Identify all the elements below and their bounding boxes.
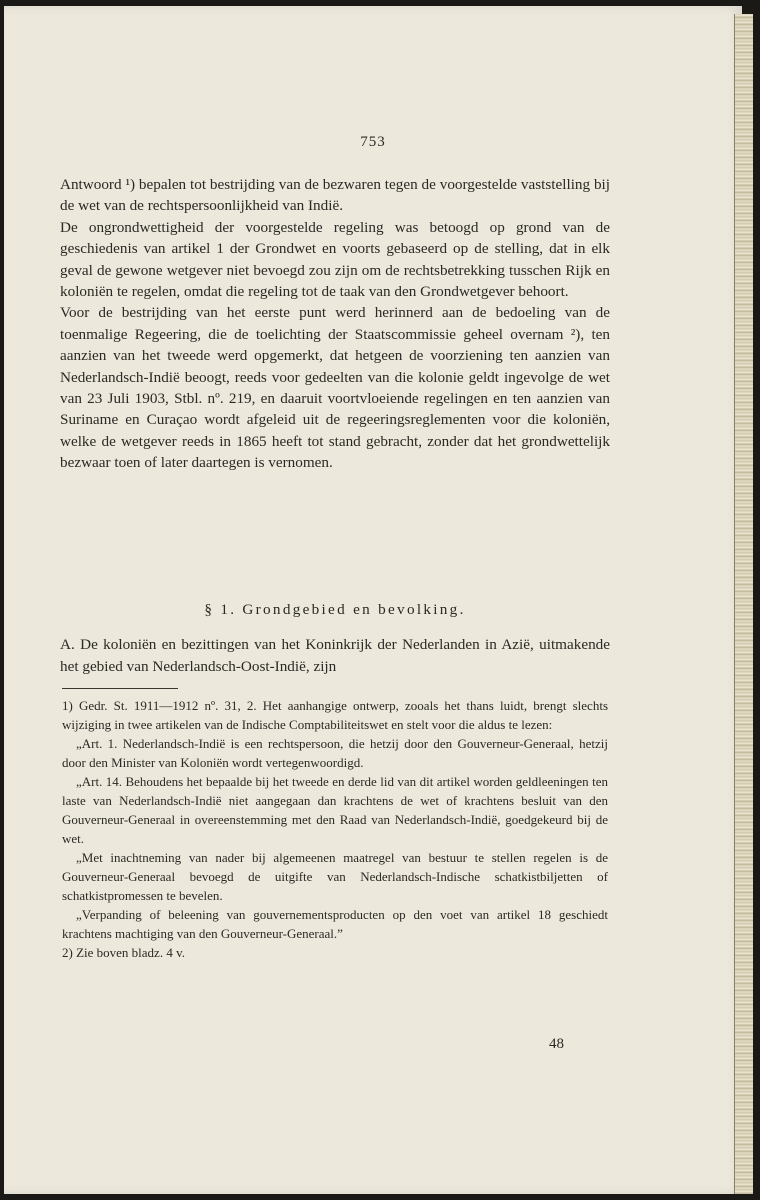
footnote-quote-art14: „Art. 14. Behoudens het bepaalde bij het tweede en derde lid van dit artikel worden geldleeningen ten laste van Nederlandsch-Indië niet aangegaan dan krachtens de wet of krachtens besluit van den Gouverneur-Generaal in overeenstemming met den Raad van Nederlandsch-Indië, goedgekeurd bij de wet. [62, 774, 608, 846]
footnotes [62, 696, 608, 962]
page-edge [734, 14, 753, 1194]
main-text [60, 174, 610, 474]
footnote-quote-art1: „Art. 1. Nederlandsch-Indië is een rechtspersoon, die hetzij door den Gouverneur-Generaal, hetzij door den Minister van Koloniën wordt vertegenwoordigd. [62, 736, 608, 770]
footnote-quote-verpanding: „Verpanding of beleening van gouvernementsproducten op den voet van artikel 18 geschiedt krachtens machtiging van den Gouverneur-Generaal.” [62, 907, 608, 941]
footnote-1: 1) Gedr. St. 1911—1912 nº. 31, 2. Het aanhangige ontwerp, zooals het thans luidt, brengt slechts wijziging in twee artikelen van de Indische Comptabiliteitswet en stelt voor die aldus te lezen: [62, 698, 608, 732]
page-number: 753 [360, 134, 386, 150]
book-page [4, 6, 742, 1194]
section-text [60, 634, 610, 678]
signature-mark: 48 [549, 1036, 564, 1052]
paragraph-a: A. De koloniën en bezittingen van het Koninkrijk der Nederlanden in Azië, uitmakende het gebied van Nederlandsch-Oost-Indië, zijn [60, 636, 610, 675]
paragraph-3: Voor de bestrijding van het eerste punt werd herinnerd aan de bedoeling van de toenmalige Regeering, die de toelichting der Staatscommissie geheel overnam ²), ten aanzien van het tweede werd opgemerkt, dat hetgeen de voorziening ten aanzien van Nederlandsch-Indië beoogt, reeds voor gedeelten van die kolonie geldt ingevolge de wet van 23 Juli 1903, Stbl. nº. 219, en daaruit voortvloeiende regelingen en ten aanzien van Suriname en Curaçao wordt afgeleid uit de regeeringsreglementen voor die koloniën, welke de wetgever reeds in 1865 heeft tot stand gebracht, zonder dat het grondwettelijk bezwaar toen of later daartegen is vernomen. [60, 304, 610, 472]
paragraph-2: De ongrondwettigheid der voorgestelde regeling was betoogd op grond van de geschiedenis van artikel 1 der Grondwet en voorts gebaseerd op de stelling, dat in elk geval de gewone wetgever niet bevoegd zou zijn om de rechtsbetrekking tusschen Rijk en koloniën te regelen, omdat die regeling tot de taak van den Grondwetgever behoort. [60, 218, 610, 301]
paragraph-1: Antwoord ¹) bepalen tot bestrijding van de bezwaren tegen de voorgestelde vaststelling bij de wet van de rechtspersoonlijkheid van Indië. [60, 176, 610, 215]
footnote-rule [62, 688, 178, 689]
footnote-quote-maatregel: „Met inachtneming van nader bij algemeenen maatregel van bestuur te stellen regelen is de Gouverneur-Generaal bevoegd de uitgifte van Nederlandsch-Indische schatkistbiljetten of schatkistpromessen te bevelen. [62, 850, 608, 903]
section-heading: § 1. Grondgebied en bevolking. [204, 601, 466, 618]
footnote-2: 2) Zie boven bladz. 4 v. [62, 945, 185, 960]
